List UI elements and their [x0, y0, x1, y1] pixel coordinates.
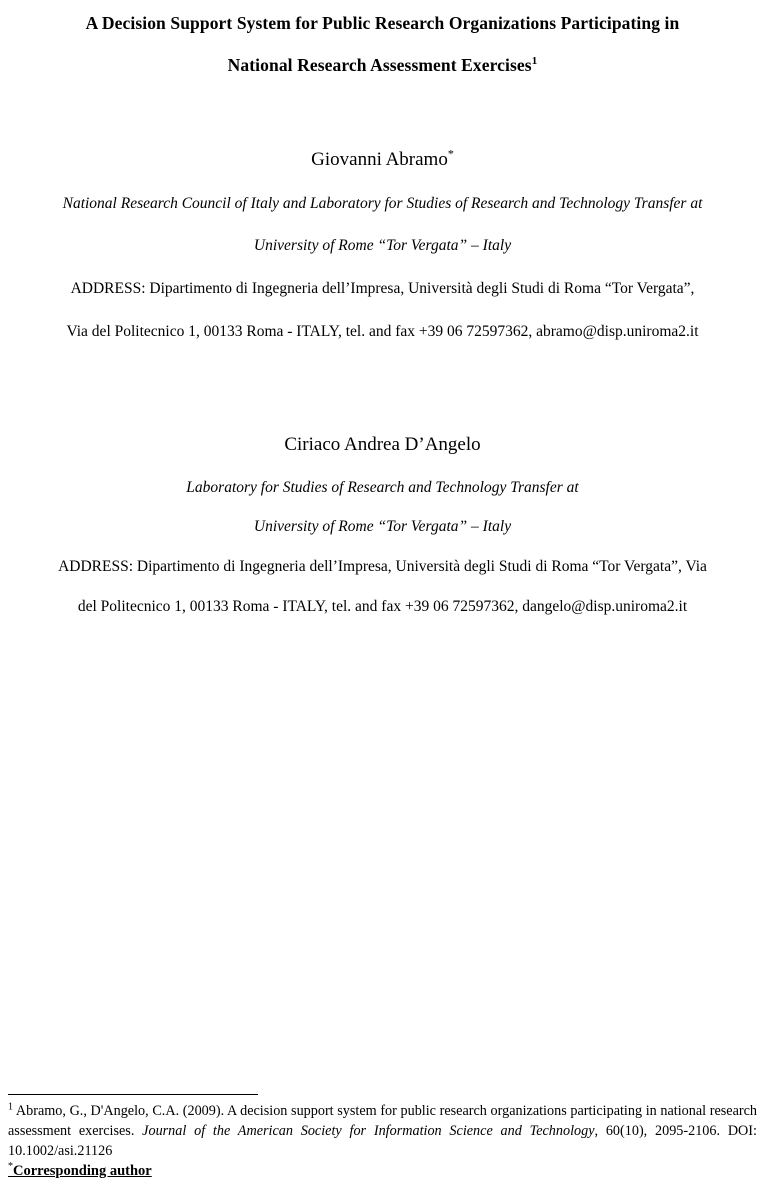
footnote-journal-name: Journal of the American Society for Information Science and Technology — [142, 1123, 595, 1140]
affiliation-2-line-1: Laboratory for Studies of Research and Technology Transfer at — [186, 478, 579, 496]
title-spacer — [8, 86, 757, 148]
page-title — [8, 0, 757, 86]
author-block-2 — [8, 433, 757, 627]
footnote-marker: 1 — [8, 1101, 13, 1113]
corresponding-author-marker: * — [8, 1160, 13, 1172]
author-name-1-text: Giovanni Abramo — [311, 149, 448, 170]
author-1-footnote-marker[interactable]: * — [447, 146, 454, 161]
title-line-1: A Decision Support System for Public Research Organizations Participating in — [85, 13, 680, 33]
title-footnote-marker[interactable]: 1 — [531, 55, 538, 68]
affiliation-1-line-2: University of Rome “Tor Vergata” – Italy — [253, 237, 512, 255]
title-line-2: National Research Assessment Exercises — [227, 55, 532, 75]
footnote-citation — [8, 1101, 757, 1161]
author-name-2-text: Ciriaco Andrea D’Angelo — [284, 434, 481, 456]
corresponding-author-label: Corresponding author — [13, 1162, 152, 1179]
affiliation-1-line-1: National Research Council of Italy and Laboratory for Studies of Research and Technology Transfer at — [62, 194, 703, 212]
address-2-line-2: del Politecnico 1, 00133 Roma - ITALY, tel. and fax +39 06 72597362, dangelo@disp.uniroma2.it — [77, 598, 688, 616]
author-name-1 — [8, 148, 757, 173]
address-1-line-2: Via del Politecnico 1, 00133 Roma - ITALY, tel. and fax +39 06 72597362, abramo@disp.uniroma2.it — [66, 322, 699, 340]
author-block-1 — [8, 148, 757, 353]
footnote-text-part-1: Abramo, G., D'Angelo, C.A. (2009). A decision support system for public research organizations participating in national research assessment exercises. — [8, 1103, 758, 1140]
footnote-text-part-2: , 60(10), 2095-2106. DOI: 10.1002/asi.21126 — [8, 1123, 757, 1160]
footnote-area — [8, 1094, 757, 1194]
footnote-divider — [8, 1094, 258, 1095]
address-2-line-1: ADDRESS: Dipartimento di Ingegneria dell’Impresa, Università degli Studi di Roma “Tor Vergata”, Via — [58, 557, 707, 575]
address-1-line-1: ADDRESS: Dipartimento di Ingegneria dell’Impresa, Università degli Studi di Roma “Tor Vergata”, — [70, 279, 695, 297]
affiliation-1 — [8, 183, 757, 268]
affiliation-2-line-2: University of Rome “Tor Vergata” – Italy — [253, 518, 512, 536]
corresponding-author-note — [8, 1160, 757, 1180]
author-spacer — [8, 353, 757, 433]
author-name-2 — [8, 433, 757, 458]
affiliation-2 — [8, 468, 757, 547]
